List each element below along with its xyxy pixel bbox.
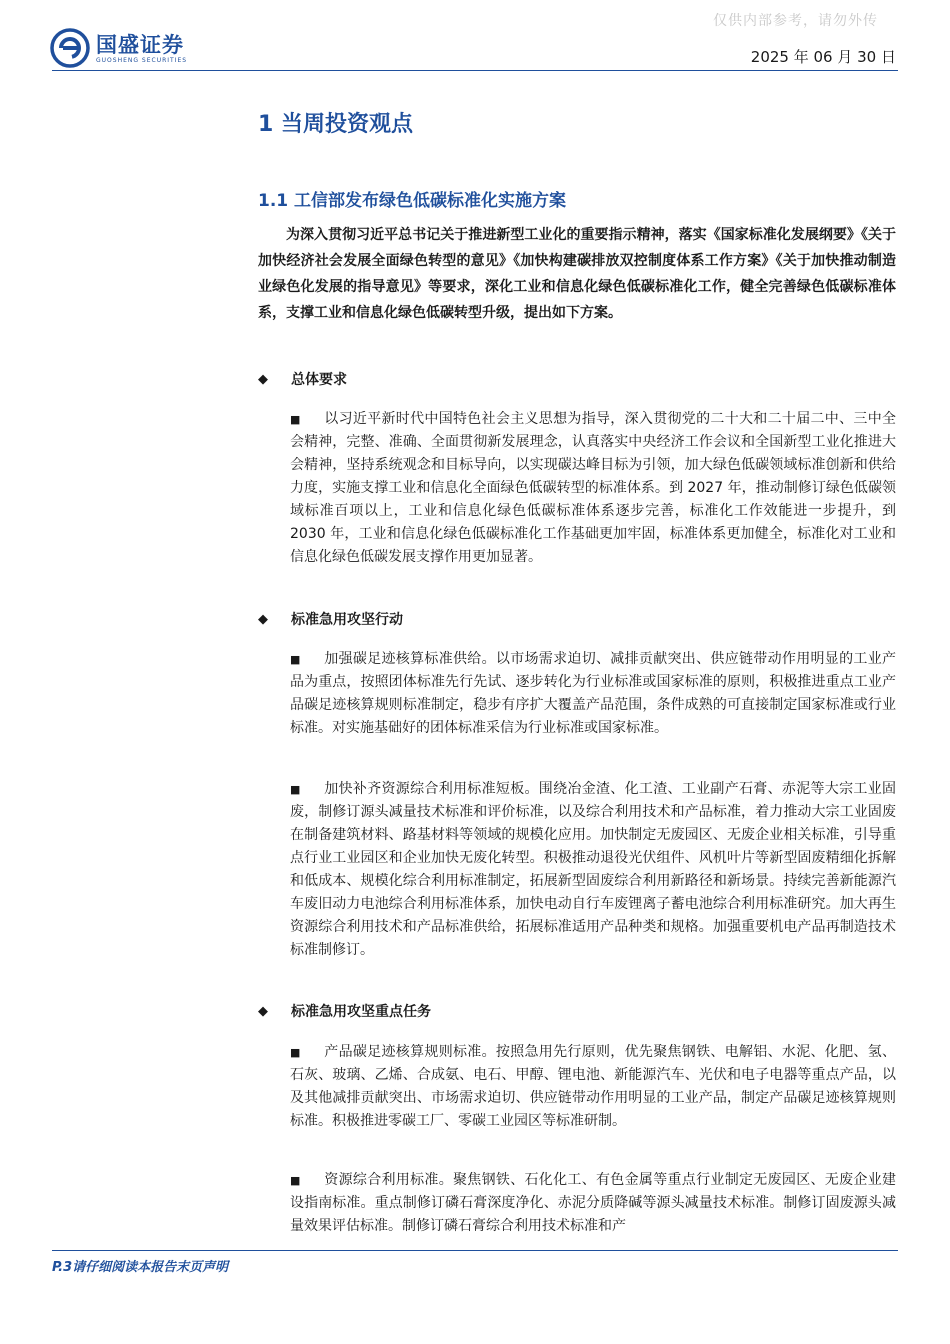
paragraph-text: 加强碳足迹核算标准供给。以市场需求迫切、减排贡献突出、供应链带动作用明显的工业产品为重点，按照团体标准先行先试、逐步转化为行业标准或国家标准的原则，积极推进重点工业产品碳足迹核算规则标准制定，稳步有序扩大覆盖产品范围，条件成熟的可直接制定国家标准或行业标准。对实施基础好的团体标准采信为行业标准或国家标准。 xyxy=(290,651,896,736)
footer-divider xyxy=(52,1250,898,1251)
square-bullet-icon: ■ xyxy=(290,783,301,796)
footer-note: P.3请仔细阅读本报告末页声明 xyxy=(52,1260,229,1275)
diamond-bullet-icon: ◆ xyxy=(258,611,268,627)
paragraph-text: 产品碳足迹核算规则标准。按照急用先行原则，优先聚焦钢铁、电解铝、水泥、化肥、氢、石灰、玻璃、乙烯、合成氨、电石、甲醇、锂电池、新能源汽车、光伏和电子电器等重点产品，以及其他减排贡献突出、市场需求迫切、供应链带动作用明显的工业产品，制定产品碳足迹核算规则标准。积极推进零碳工厂、零碳工业园区等标准研制。 xyxy=(290,1044,896,1129)
logo-name-cn: 国盛证券 xyxy=(96,32,184,57)
bullet-heading-label: 总体要求 xyxy=(291,372,347,388)
bullet-heading-label: 标准急用攻坚重点任务 xyxy=(291,1004,431,1020)
bullet-heading xyxy=(258,609,403,629)
body-paragraph xyxy=(290,1169,896,1238)
diamond-bullet-icon: ◆ xyxy=(258,1003,268,1019)
paragraph-text: 以习近平新时代中国特色社会主义思想为指导，深入贯彻党的二十大和二十届二中、三中全会精神，完整、准确、全面贯彻新发展理念，认真落实中央经济工作会议和全国新型工业化推进大会精神，坚持系统观念和目标导向，以实现碳达峰目标为引领，加大绿色低碳领域标准创新和供给力度，实施支撑工业和信息化全面绿色低碳转型的标准体系。到 2027 年，推动制修订绿色低碳领域标准百项以上，工业和信息化绿色低碳标准体系逐步完善，标准化工作效能进一步提升，到 2030 年，工业和信息化绿色低碳标准化工作基础更加牢固，标准体系更加健全，标准化对工业和信息化绿色低碳发展支撑作用更加显著。 xyxy=(290,411,896,565)
square-bullet-icon: ■ xyxy=(290,1174,301,1187)
guosheng-logo-icon xyxy=(50,28,90,68)
company-logo xyxy=(50,28,187,68)
square-bullet-icon: ■ xyxy=(290,1046,301,1059)
body-paragraph xyxy=(290,648,896,740)
report-date: 2025 年 06 月 30 日 xyxy=(750,48,896,66)
body-paragraph xyxy=(290,408,896,569)
bullet-heading-label: 标准急用攻坚行动 xyxy=(291,612,403,628)
section-title: 1 当周投资观点 xyxy=(258,112,413,137)
square-bullet-icon: ■ xyxy=(290,653,301,666)
section-subtitle: 1.1 工信部发布绿色低碳标准化实施方案 xyxy=(258,191,567,211)
paragraph-text: 资源综合利用标准。聚焦钢铁、石化化工、有色金属等重点行业制定无废园区、无废企业建设指南标准。重点制修订磷石膏深度净化、赤泥分质降碱等源头减量技术标准。制修订固废源头减量效果评估标准。制修订磷石膏综合利用技术标准和产 xyxy=(290,1172,896,1234)
watermark: 仅供内部参考，请勿外传 xyxy=(713,13,878,29)
diamond-bullet-icon: ◆ xyxy=(258,371,268,387)
body-paragraph xyxy=(290,1041,896,1133)
header-divider xyxy=(52,70,898,71)
bullet-heading xyxy=(258,1001,431,1021)
square-bullet-icon: ■ xyxy=(290,413,301,426)
paragraph-text: 加快补齐资源综合利用标准短板。围绕冶金渣、化工渣、工业副产石膏、赤泥等大宗工业固废，制修订源头减量技术标准和评价标准，以及综合利用技术和产品标准，着力推动大宗工业固废在制备建筑材料、路基材料等领域的规模化应用。加快制定无废园区、无废企业相关标准，引导重点行业工业园区和企业加快无废化转型。积极推动退役光伏组件、风机叶片等新型固废精细化拆解和低成本、规模化综合利用标准制定，拓展新型固废综合利用新路径和新场景。持续完善新能源汽车废旧动力电池综合利用标准体系，加快电动自行车废锂离子蓄电池综合利用标准研究。加大再生资源综合利用技术和产品标准供给，拓展标准适用产品种类和规格。加强重要机电产品再制造技术标准制修订。 xyxy=(290,781,896,958)
intro-paragraph: 为深入贯彻习近平总书记关于推进新型工业化的重要指示精神，落实《国家标准化发展纲要》《关于加快经济社会发展全面绿色转型的意见》《加快构建碳排放双控制度体系工作方案》《关于加快推动制造业绿色化发展的指导意见》等要求，深化工业和信息化绿色低碳标准化工作，健全完善绿色低碳标准体系，支撑工业和信息化绿色低碳转型升级，提出如下方案。 xyxy=(258,227,896,321)
body-paragraph xyxy=(290,778,896,962)
bullet-heading xyxy=(258,369,347,389)
logo-name-en: GUOSHENG SECURITIES xyxy=(96,56,188,64)
